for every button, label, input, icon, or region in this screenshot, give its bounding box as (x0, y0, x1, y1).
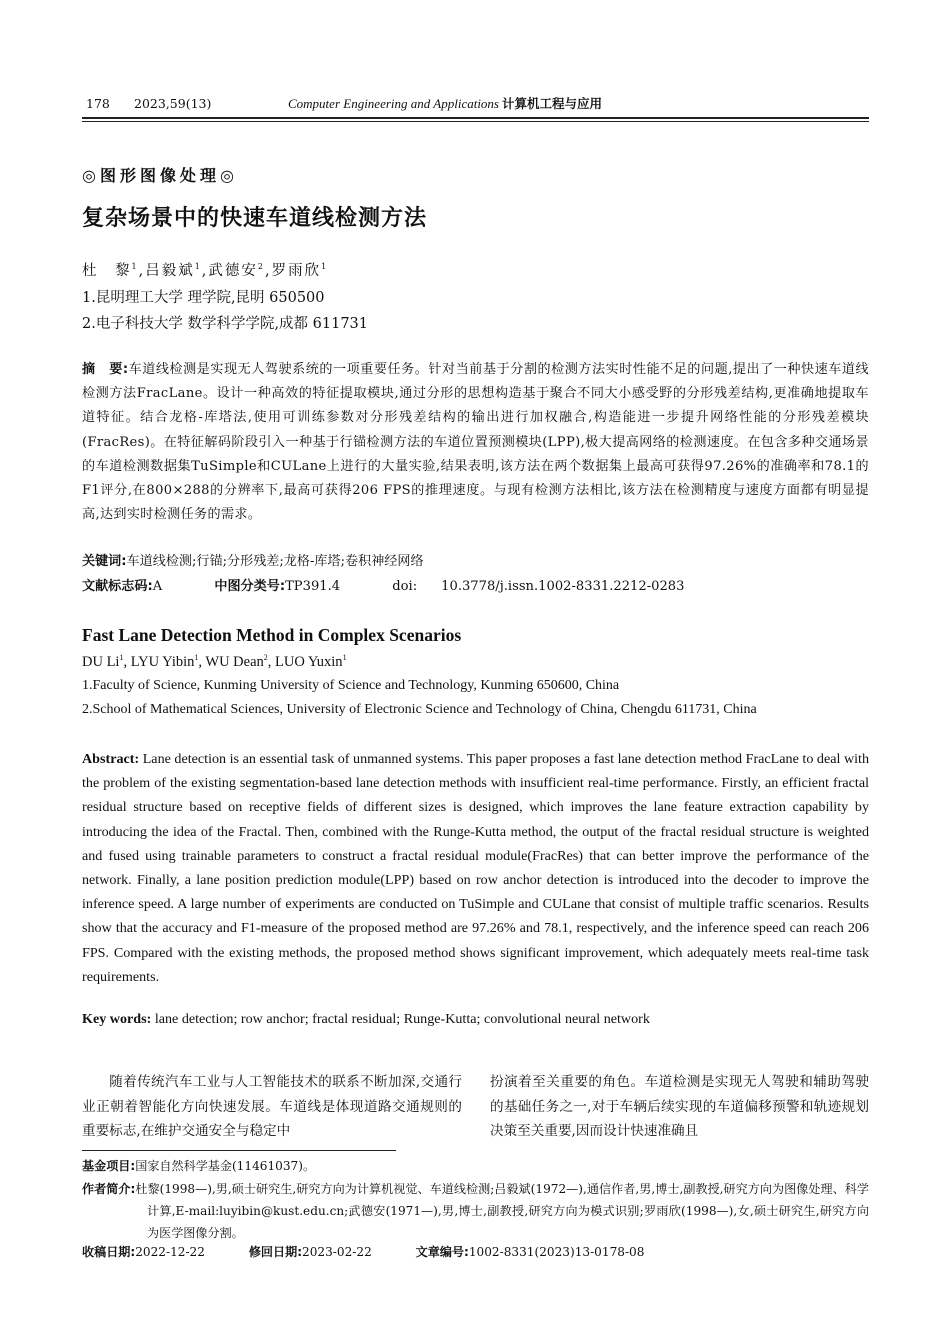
keywords-en (82, 1011, 650, 1028)
journal-name-en: Computer Engineering and Applications (288, 96, 499, 111)
authors-en: DU Li$^1$, LYU Yibin$^1$, WU Dean$^2$, LUO Yuxin$^1$ (82, 653, 347, 670)
author-en: DU Li (82, 653, 120, 670)
author-bio-text: 杜黎(1998—),男,硕士研究生,研究方向为计算机视觉、车道线检测;吕毅斌(1972—),通信作者,男,博士,副教授,研究方向为图像处理、科学计算,E-mail:luyibin@kust.edu.cn;武德安(1971—),男,博士,副教授,研究方向为模式识别;罗雨欣(1998—),女,硕士研究生,研究方向为医学图像分割。 (135, 1182, 869, 1240)
column-label: ◎图形图像处理◎ (82, 166, 238, 185)
author-en: WU Dean (205, 653, 264, 670)
keywords-en-text: lane detection; row anchor; fractal residual; Runge-Kutta; convolutional neural network (154, 1011, 650, 1027)
affiliation-en: 2.School of Mathematical Sciences, University of Electronic Science and Technology of China, Chengdu 611731, China (82, 702, 757, 717)
doc-code-label: 文献标志码: (82, 579, 153, 594)
page-number: 178 (86, 96, 110, 111)
abstract-en-label: Abstract: (82, 751, 140, 767)
revised-date (249, 1245, 392, 1259)
doc-code (82, 579, 186, 594)
intro-paragraph-left: 随着传统汽车工业与人工智能技术的联系不断加深,交通行业正朝着智能化方向快速发展。车道线是体现道路交通规则的重要标志,在维护交通安全与稳定中 (82, 1074, 462, 1139)
keywords-en-label: Key words: (82, 1011, 152, 1027)
clc-label: 中图分类号: (214, 579, 286, 594)
fund-text: 国家自然科学基金(11461037)。 (135, 1159, 316, 1173)
author-affiliation-mark: 2 (263, 653, 268, 662)
author-en: LUO Yuxin (275, 653, 343, 670)
keywords-cn-text: 车道线检测;行锚;分形残差;龙格-库塔;卷积神经网络 (126, 554, 424, 569)
received-date (82, 1245, 225, 1259)
revised-label: 修回日期: (248, 1245, 303, 1259)
journal-name (288, 94, 602, 114)
author-affiliation-mark: 1 (194, 653, 199, 662)
header-rule-thick (82, 117, 869, 119)
received-label: 收稿日期: (82, 1245, 136, 1259)
article-dates (82, 1243, 684, 1260)
article-number-label: 文章编号: (415, 1245, 469, 1259)
footnote-fund (82, 1155, 869, 1177)
running-head (82, 94, 869, 116)
authors-cn: 杜 黎$^1$,吕毅斌$^1$,武德安$^2$,罗雨欣$^1$ (82, 262, 329, 279)
revised-value: 2023-02-22 (302, 1245, 372, 1259)
abstract-cn-label: 摘 要: (82, 362, 129, 377)
author-affiliation-mark: 1 (321, 262, 329, 272)
author-affiliation-mark: 1 (342, 653, 347, 662)
affiliation-cn: 2.电子科技大学 数学科学学院,成都 611731 (82, 316, 369, 332)
author-cn: 武德安 (208, 263, 258, 279)
footnote-author-bio (82, 1178, 869, 1244)
abstract-cn (82, 358, 869, 527)
affiliation-en: 1.Faculty of Science, Kunming University of Science and Technology, Kunming 650600, China (82, 678, 620, 693)
author-bio (82, 1178, 869, 1244)
author-affiliation-mark: 1 (194, 262, 202, 272)
affiliation-cn: 1.昆明理工大学 理学院,昆明 650500 (82, 290, 325, 306)
abstract-en (82, 747, 869, 989)
author-cn: 吕毅斌 (145, 263, 195, 279)
doc-code-value: A (152, 579, 163, 594)
volume-issue: 2023,59(13) (134, 96, 212, 111)
title-en: Fast Lane Detection Method in Complex Scenarios (82, 625, 462, 645)
keywords-cn-label: 关键词: (82, 554, 127, 569)
doi-label: doi: (392, 579, 418, 594)
author-affiliation-mark: 1 (119, 653, 124, 662)
doi-value: 10.3778/j.issn.1002-8331.2212-0283 (441, 579, 685, 594)
journal-name-cn: 计算机工程与应用 (502, 96, 603, 111)
abstract-en-text: Lane detection is an essential task of unmanned systems. This paper proposes a fast lane detection method FracLane to deal with the problem of the existing segmentation-based lane detection methods with insufficient real-time performance. Firstly, an efficient fractal residual structure based on receptive fields of different sizes is designed, which improves the lane feature extraction capability by introducing the idea of the Fractal. Then, combined with the Runge-Kutta method, the output of the fractal residual structure is weighted and fused using trainable parameters to construct a fractal residual module(FracRes) that can better improve the performance of the network. Finally, a lane position prediction module(LPP) based on row anchor detection is introduced into the decoder to improve the inference speed. A large number of experiments are conducted on TuSimple and CULane that consist of multiple traffic scenarios. Results show that the accuracy and F1-measure of the proposed method are 97.26% and 78.1, respectively, and the inference speed can reach 206 FPS. Compared with the existing methods, the proposed method shows significant improvement, which adequately meets real-time task requirements. (82, 751, 869, 985)
footnote-rule (82, 1150, 396, 1151)
clc-code (214, 579, 364, 594)
abstract-cn-text: 车道线检测是实现无人驾驶系统的一项重要任务。针对当前基于分割的检测方法实时性能不足的问题,提出了一种快速车道线检测方法FracLane。设计一种高效的特征提取模块,通过分形的思想构造基于聚合不同大小感受野的分形残差结构,更准确地提取车道特征。结合龙格-库塔法,使用可训练参数对分形残差结构的输出进行加权融合,构造能进一步提升网络性能的分形残差模块(FracRes)。在特征解码阶段引入一种基于行锚检测方法的车道位置预测模块(LPP),极大提高网络的检测速度。在包含多种交通场景的车道检测数据集TuSimple和CULane上进行的大量实验,结果表明,该方法在两个数据集上最高可获得97.26%的准确率和78.1的F1评分,在800×288的分辨率下,最高可获得206 FPS的推理速度。与现有检测方法相比,该方法在检测精度与速度方面都有明显提高,达到实时检测任务的需求。 (82, 362, 869, 523)
author-affiliation-mark: 2 (257, 262, 265, 272)
author-en: LYU Yibin (130, 653, 195, 670)
keywords-cn (82, 551, 424, 573)
document-meta (82, 576, 732, 598)
author-affiliation-mark: 1 (131, 262, 139, 272)
article-number-value: 1002-8331(2023)13-0178-08 (468, 1245, 645, 1259)
intro-paragraph-right: 扮演着至关重要的角色。车道检测是实现无人驾驶和辅助驾驶的基础任务之一,对于车辆后续实现的车道偏移预警和轨迹规划决策至关重要,因而设计快速准确且 (490, 1074, 869, 1139)
author-cn: 罗雨欣 (271, 263, 322, 279)
received-value: 2022-12-22 (135, 1245, 205, 1259)
author-bio-label: 作者简介: (82, 1182, 136, 1196)
fund-label: 基金项目: (82, 1159, 136, 1173)
title-cn: 复杂场景中的快速车道线检测方法 (82, 206, 428, 231)
doi (392, 579, 708, 594)
header-rule-thin (82, 121, 869, 122)
article-number (416, 1245, 665, 1259)
author-cn: 杜 黎 (82, 263, 132, 279)
clc-value: TP391.4 (285, 579, 341, 594)
